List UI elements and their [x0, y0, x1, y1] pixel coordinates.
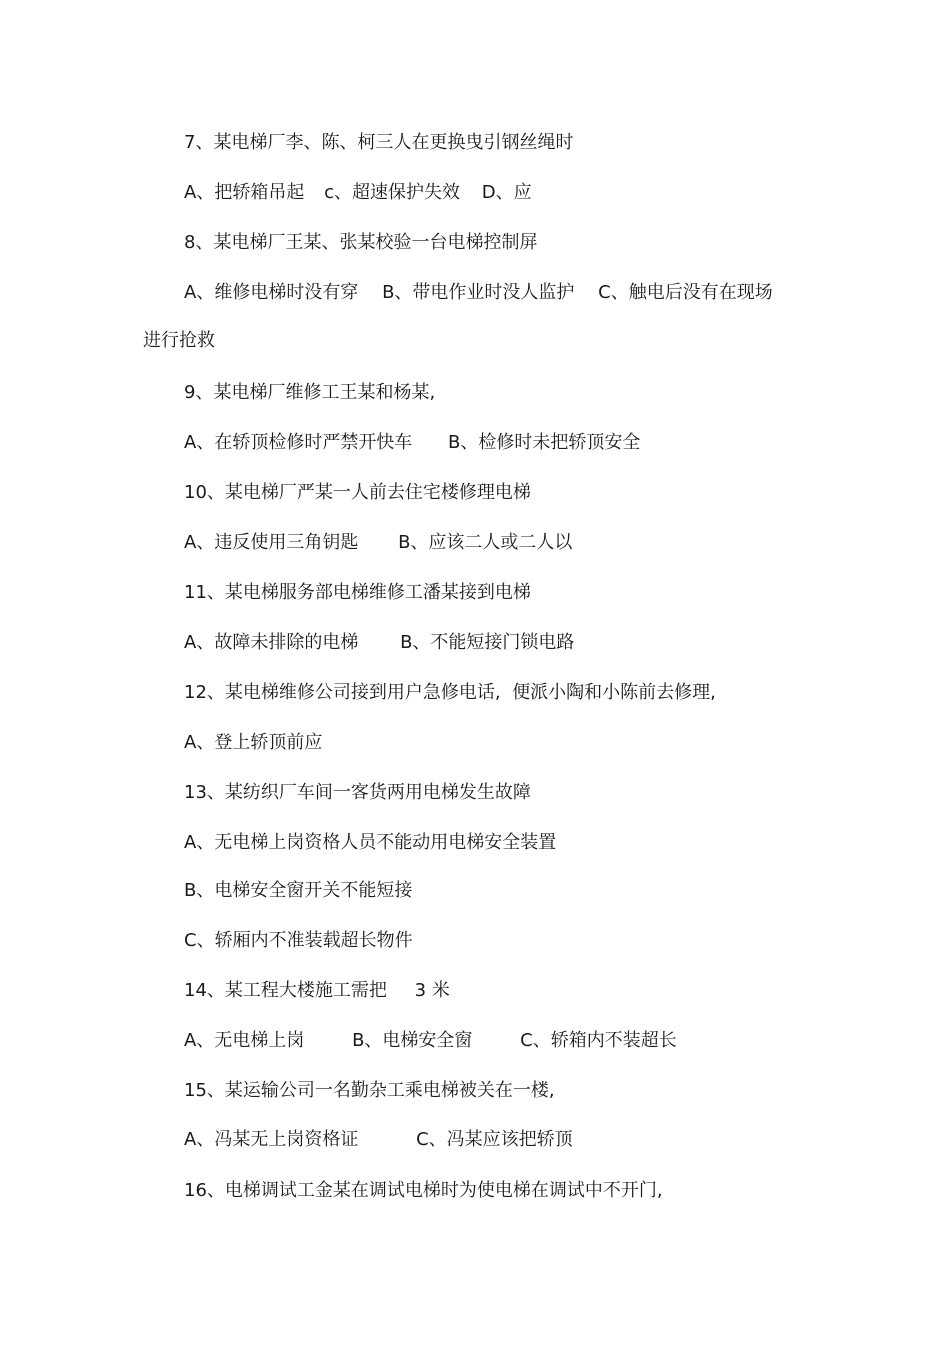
question-13-text: 13、某纺织厂车间一客货两用电梯发生故障 [184, 782, 531, 803]
question-8-text: 8、某电梯厂王某、张某校验一台电梯控制屏 [184, 232, 538, 253]
answer-13-a-text: A、无电梯上岗资格人员不能动用电梯安全装置 [184, 832, 557, 853]
question-9 [184, 381, 435, 405]
question-15-text: 15、某运输公司一名勤杂工乘电梯被关在一楼, [184, 1080, 555, 1101]
answer-8-c: C、触电后没有在现场 [598, 282, 773, 303]
question-13 [184, 781, 531, 805]
question-16-text: 16、电梯调试工金某在调试电梯时为使电梯在调试中不开门, [184, 1180, 663, 1201]
answer-8-a: A、维修电梯时没有穿 [184, 282, 359, 303]
answer-15-a: A、冯某无上岗资格证 [184, 1129, 359, 1150]
answer-10-a: A、违反使用三角钥匙 [184, 532, 359, 553]
answer-7-a: A、把轿箱吊起 [184, 182, 305, 203]
question-11-text: 11、某电梯服务部电梯维修工潘某接到电梯 [184, 582, 531, 603]
answer-12 [184, 731, 322, 755]
answer-8-continued-text: 进行抢救 [143, 330, 215, 351]
answer-9-a: A、在轿顶检修时严禁开快车 [184, 432, 413, 453]
answer-11-b: B、不能短接门锁电路 [400, 632, 575, 653]
question-16 [184, 1179, 663, 1203]
answer-13-c-text: C、轿厢内不准装载超长物件 [184, 930, 413, 951]
answer-13-c [184, 929, 413, 953]
answer-15-c: C、冯某应该把轿顶 [416, 1129, 573, 1150]
answer-8-continued [143, 329, 215, 353]
answer-9 [184, 431, 640, 455]
question-12 [184, 681, 716, 705]
answer-13-a [184, 831, 556, 855]
answer-13-b-text: B、电梯安全窗开关不能短接 [184, 880, 413, 901]
answer-14 [184, 1029, 677, 1053]
question-12-text: 12、某电梯维修公司接到用户急修电话, 便派小陶和小陈前去修理, [184, 682, 716, 703]
answer-10 [184, 531, 572, 555]
question-7-text: 7、某电梯厂李、陈、柯三人在更换曳引钢丝绳时 [184, 132, 574, 153]
answer-10-b: B、应该二人或二人以 [398, 532, 573, 553]
answer-7-d: D、应 [481, 182, 532, 203]
question-10-text: 10、某电梯厂严某一人前去住宅楼修理电梯 [184, 482, 531, 503]
question-14-text: 14、某工程大楼施工需把 [184, 980, 387, 1001]
answer-15 [184, 1128, 573, 1152]
question-14 [184, 979, 450, 1003]
answer-7-c: c、超速保护失效 [324, 182, 460, 203]
answer-11 [184, 631, 574, 655]
question-11 [184, 581, 531, 605]
answer-9-b: B、检修时未把轿顶安全 [448, 432, 641, 453]
question-8 [184, 231, 537, 255]
answer-12-a: A、登上轿顶前应 [184, 732, 323, 753]
answer-14-a: A、无电梯上岗 [184, 1030, 305, 1051]
question-14-unit: 3 米 [414, 980, 450, 1001]
answer-14-c: C、轿箱内不装超长 [520, 1030, 677, 1051]
answer-8 [184, 281, 773, 305]
question-7 [184, 131, 573, 155]
question-9-text: 9、某电梯厂维修工王某和杨某, [184, 382, 436, 403]
answer-13-b [184, 879, 412, 903]
answer-11-a: A、故障未排除的电梯 [184, 632, 359, 653]
question-15 [184, 1079, 555, 1103]
answer-8-b: B、带电作业时没人监护 [382, 282, 575, 303]
answer-14-b: B、电梯安全窗 [352, 1030, 473, 1051]
answer-7 [184, 181, 532, 205]
question-10 [184, 481, 531, 505]
